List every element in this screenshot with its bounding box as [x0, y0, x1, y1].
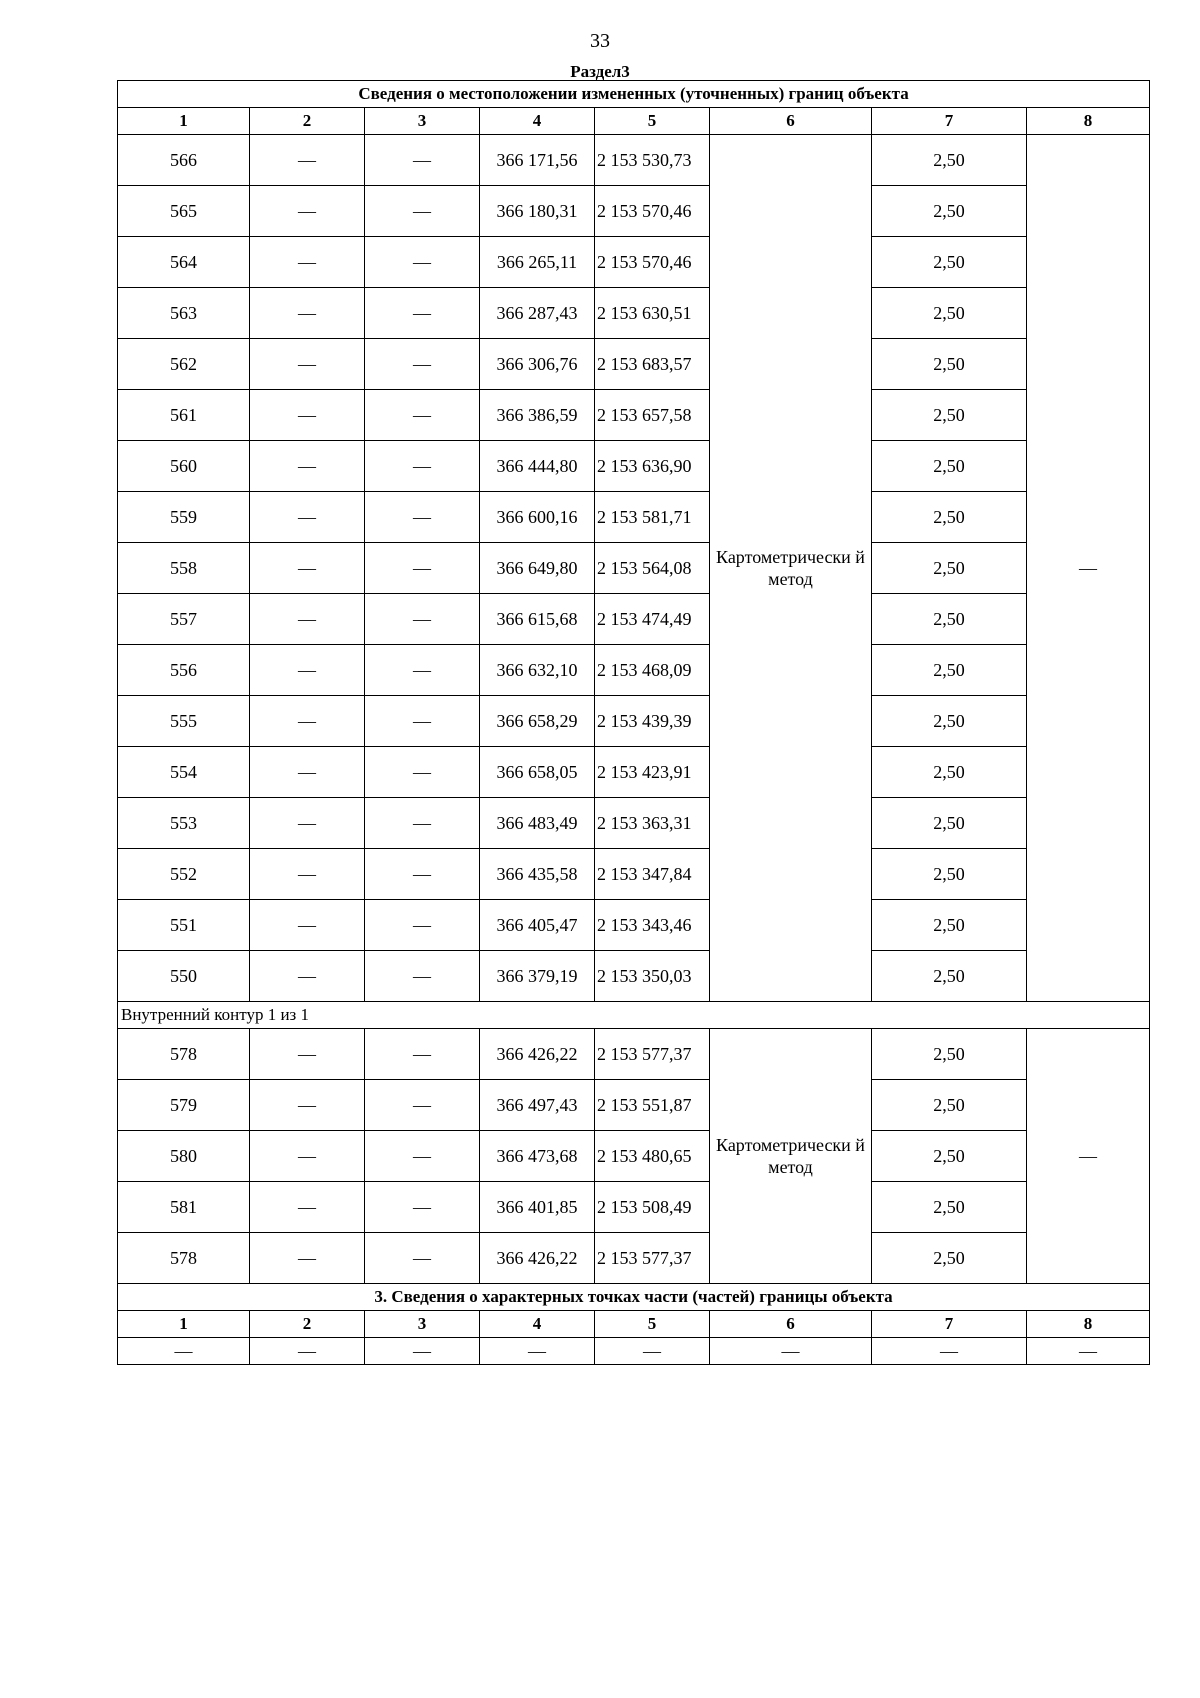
boundary-table [117, 80, 1150, 1365]
col8-value: — [1027, 135, 1150, 1002]
y-coordinate: 2 153 350,03 [595, 951, 710, 1002]
col3-value: — [365, 492, 480, 543]
accuracy-value: 2,50 [872, 900, 1027, 951]
point-number: 550 [118, 951, 250, 1002]
x-coordinate: 366 306,76 [480, 339, 595, 390]
point-number: 565 [118, 186, 250, 237]
y-coordinate: 2 153 474,49 [595, 594, 710, 645]
point-number: 552 [118, 849, 250, 900]
x-coordinate: 366 444,80 [480, 441, 595, 492]
table-row [118, 798, 1150, 849]
col2-value: — [250, 492, 365, 543]
column-number: 8 [1027, 1311, 1150, 1338]
y-coordinate: 2 153 343,46 [595, 900, 710, 951]
table-row [118, 390, 1150, 441]
x-coordinate: 366 171,56 [480, 135, 595, 186]
method-cell: Картометрически й метод [710, 135, 872, 1002]
table-row [118, 696, 1150, 747]
col3-value: — [365, 135, 480, 186]
method-cell: Картометрически й метод [710, 1029, 872, 1284]
x-coordinate: 366 386,59 [480, 390, 595, 441]
table-row [118, 849, 1150, 900]
col2-value: — [250, 543, 365, 594]
col3-value: — [365, 1182, 480, 1233]
x-coordinate: 366 473,68 [480, 1131, 595, 1182]
column-number: 5 [595, 108, 710, 135]
col3-value: — [365, 1233, 480, 1284]
accuracy-value: 2,50 [872, 237, 1027, 288]
table-row [118, 186, 1150, 237]
x-coordinate: 366 600,16 [480, 492, 595, 543]
empty-cell: — [365, 1338, 480, 1365]
y-coordinate: 2 153 551,87 [595, 1080, 710, 1131]
column-number: 7 [872, 108, 1027, 135]
col2-value: — [250, 696, 365, 747]
section-label: Раздел3 [570, 62, 630, 81]
col3-value: — [365, 645, 480, 696]
accuracy-value: 2,50 [872, 1029, 1027, 1080]
col2-value: — [250, 1029, 365, 1080]
col2-value: — [250, 288, 365, 339]
table-row [118, 1182, 1150, 1233]
col3-value: — [365, 798, 480, 849]
point-number: 580 [118, 1131, 250, 1182]
accuracy-value: 2,50 [872, 543, 1027, 594]
x-coordinate: 366 287,43 [480, 288, 595, 339]
table-row [118, 900, 1150, 951]
x-coordinate: 366 265,11 [480, 237, 595, 288]
column-number: 2 [250, 108, 365, 135]
point-number: 579 [118, 1080, 250, 1131]
accuracy-value: 2,50 [872, 441, 1027, 492]
empty-cell: — [595, 1338, 710, 1365]
empty-cell: — [250, 1338, 365, 1365]
accuracy-value: 2,50 [872, 951, 1027, 1002]
col3-value: — [365, 900, 480, 951]
column-number: 5 [595, 1311, 710, 1338]
point-number: 558 [118, 543, 250, 594]
table-row [118, 1131, 1150, 1182]
y-coordinate: 2 153 683,57 [595, 339, 710, 390]
accuracy-value: 2,50 [872, 135, 1027, 186]
table-caption: Сведения о местоположении измененных (уточненных) границ объекта [118, 81, 1150, 108]
col3-value: — [365, 543, 480, 594]
y-coordinate: 2 153 636,90 [595, 441, 710, 492]
x-coordinate: 366 497,43 [480, 1080, 595, 1131]
table-row [118, 288, 1150, 339]
point-number: 559 [118, 492, 250, 543]
col3-value: — [365, 849, 480, 900]
y-coordinate: 2 153 363,31 [595, 798, 710, 849]
y-coordinate: 2 153 423,91 [595, 747, 710, 798]
y-coordinate: 2 153 657,58 [595, 390, 710, 441]
x-coordinate: 366 649,80 [480, 543, 595, 594]
table-row [118, 543, 1150, 594]
col3-value: — [365, 594, 480, 645]
table-row [118, 441, 1150, 492]
table-row [118, 645, 1150, 696]
col3-value: — [365, 288, 480, 339]
part-points-empty-row [118, 1338, 1150, 1365]
y-coordinate: 2 153 530,73 [595, 135, 710, 186]
table-row [118, 135, 1150, 186]
col3-value: — [365, 339, 480, 390]
col3-value: — [365, 747, 480, 798]
col3-value: — [365, 1080, 480, 1131]
col2-value: — [250, 798, 365, 849]
col3-value: — [365, 1131, 480, 1182]
x-coordinate: 366 426,22 [480, 1233, 595, 1284]
column-number: 1 [118, 1311, 250, 1338]
x-coordinate: 366 180,31 [480, 186, 595, 237]
column-number: 3 [365, 1311, 480, 1338]
point-number: 561 [118, 390, 250, 441]
part-points-caption: 3. Сведения о характерных точках части (частей) границы объекта [118, 1284, 1150, 1311]
accuracy-value: 2,50 [872, 798, 1027, 849]
y-coordinate: 2 153 347,84 [595, 849, 710, 900]
col2-value: — [250, 849, 365, 900]
y-coordinate: 2 153 508,49 [595, 1182, 710, 1233]
x-coordinate: 366 379,19 [480, 951, 595, 1002]
point-number: 560 [118, 441, 250, 492]
accuracy-value: 2,50 [872, 747, 1027, 798]
y-coordinate: 2 153 439,39 [595, 696, 710, 747]
accuracy-value: 2,50 [872, 1182, 1027, 1233]
col2-value: — [250, 900, 365, 951]
table-row [118, 951, 1150, 1002]
point-number: 555 [118, 696, 250, 747]
col2-value: — [250, 1080, 365, 1131]
point-number: 562 [118, 339, 250, 390]
col3-value: — [365, 390, 480, 441]
col3-value: — [365, 951, 480, 1002]
col2-value: — [250, 645, 365, 696]
col3-value: — [365, 186, 480, 237]
column-number-row [118, 108, 1150, 135]
table-row [118, 1080, 1150, 1131]
accuracy-value: 2,50 [872, 339, 1027, 390]
accuracy-value: 2,50 [872, 186, 1027, 237]
column-number: 4 [480, 108, 595, 135]
col2-value: — [250, 1182, 365, 1233]
point-number: 566 [118, 135, 250, 186]
empty-cell: — [118, 1338, 250, 1365]
column-number: 7 [872, 1311, 1027, 1338]
accuracy-value: 2,50 [872, 492, 1027, 543]
point-number: 564 [118, 237, 250, 288]
col2-value: — [250, 390, 365, 441]
x-coordinate: 366 658,29 [480, 696, 595, 747]
x-coordinate: 366 483,49 [480, 798, 595, 849]
col2-value: — [250, 1233, 365, 1284]
col3-value: — [365, 237, 480, 288]
col2-value: — [250, 594, 365, 645]
col2-value: — [250, 747, 365, 798]
column-number-row [118, 1311, 1150, 1338]
col2-value: — [250, 441, 365, 492]
point-number: 556 [118, 645, 250, 696]
y-coordinate: 2 153 570,46 [595, 237, 710, 288]
empty-cell: — [710, 1338, 872, 1365]
y-coordinate: 2 153 564,08 [595, 543, 710, 594]
col8-value: — [1027, 1029, 1150, 1284]
accuracy-value: 2,50 [872, 1233, 1027, 1284]
point-number: 578 [118, 1233, 250, 1284]
col2-value: — [250, 339, 365, 390]
part-points-caption-row [118, 1284, 1150, 1311]
x-coordinate: 366 658,05 [480, 747, 595, 798]
page-number: 33 [590, 30, 610, 52]
x-coordinate: 366 426,22 [480, 1029, 595, 1080]
accuracy-value: 2,50 [872, 594, 1027, 645]
col3-value: — [365, 696, 480, 747]
y-coordinate: 2 153 577,37 [595, 1233, 710, 1284]
column-number: 3 [365, 108, 480, 135]
x-coordinate: 366 632,10 [480, 645, 595, 696]
empty-cell: — [1027, 1338, 1150, 1365]
point-number: 581 [118, 1182, 250, 1233]
x-coordinate: 366 405,47 [480, 900, 595, 951]
y-coordinate: 2 153 468,09 [595, 645, 710, 696]
point-number: 578 [118, 1029, 250, 1080]
col2-value: — [250, 1131, 365, 1182]
accuracy-value: 2,50 [872, 696, 1027, 747]
col2-value: — [250, 135, 365, 186]
y-coordinate: 2 153 570,46 [595, 186, 710, 237]
empty-cell: — [480, 1338, 595, 1365]
accuracy-value: 2,50 [872, 1131, 1027, 1182]
column-number: 4 [480, 1311, 595, 1338]
point-number: 563 [118, 288, 250, 339]
col3-value: — [365, 1029, 480, 1080]
y-coordinate: 2 153 581,71 [595, 492, 710, 543]
y-coordinate: 2 153 630,51 [595, 288, 710, 339]
table-row [118, 594, 1150, 645]
column-number: 8 [1027, 108, 1150, 135]
x-coordinate: 366 435,58 [480, 849, 595, 900]
y-coordinate: 2 153 480,65 [595, 1131, 710, 1182]
table-row [118, 1029, 1150, 1080]
x-coordinate: 366 615,68 [480, 594, 595, 645]
col2-value: — [250, 237, 365, 288]
accuracy-value: 2,50 [872, 288, 1027, 339]
point-number: 554 [118, 747, 250, 798]
column-number: 6 [710, 108, 872, 135]
x-coordinate: 366 401,85 [480, 1182, 595, 1233]
table-row [118, 747, 1150, 798]
col2-value: — [250, 186, 365, 237]
column-number: 2 [250, 1311, 365, 1338]
accuracy-value: 2,50 [872, 390, 1027, 441]
table-row [118, 1233, 1150, 1284]
column-number: 6 [710, 1311, 872, 1338]
point-number: 553 [118, 798, 250, 849]
accuracy-value: 2,50 [872, 849, 1027, 900]
inner-contour-label: Внутренний контур 1 из 1 [118, 1002, 1150, 1029]
accuracy-value: 2,50 [872, 645, 1027, 696]
table-row [118, 492, 1150, 543]
table-row [118, 237, 1150, 288]
table-row [118, 339, 1150, 390]
y-coordinate: 2 153 577,37 [595, 1029, 710, 1080]
col2-value: — [250, 951, 365, 1002]
point-number: 557 [118, 594, 250, 645]
inner-contour-row [118, 1002, 1150, 1029]
column-number: 1 [118, 108, 250, 135]
point-number: 551 [118, 900, 250, 951]
empty-cell: — [872, 1338, 1027, 1365]
accuracy-value: 2,50 [872, 1080, 1027, 1131]
col3-value: — [365, 441, 480, 492]
